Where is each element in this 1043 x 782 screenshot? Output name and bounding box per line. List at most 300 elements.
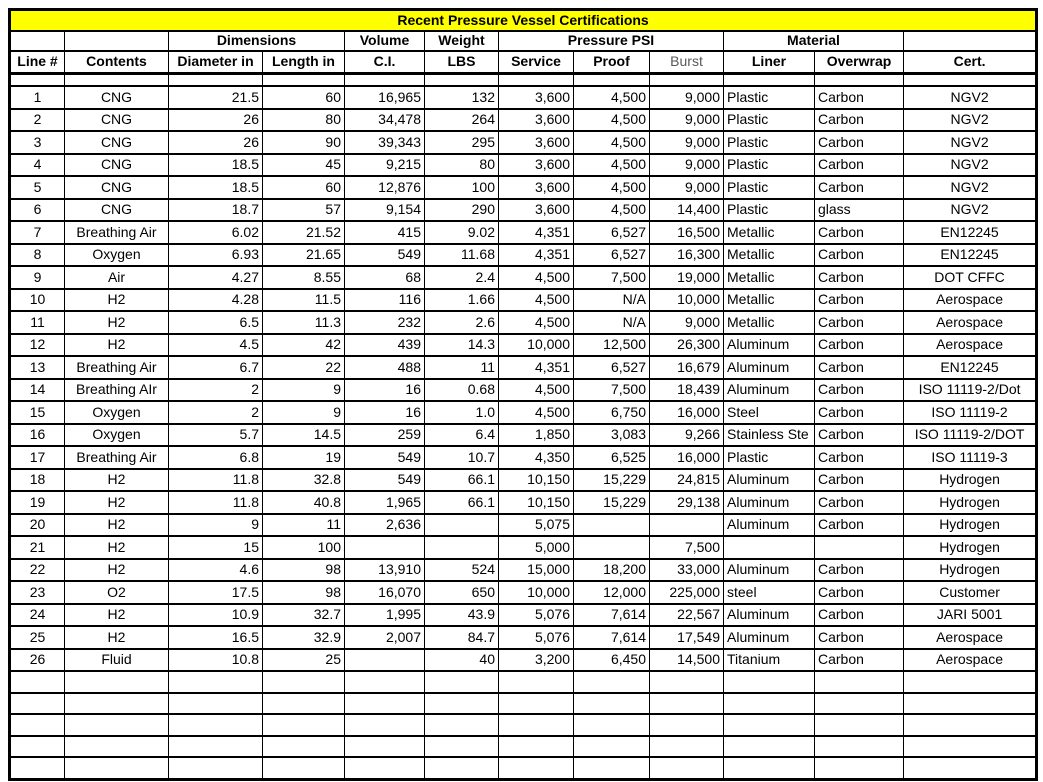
cell-overwrap: Carbon <box>815 626 904 649</box>
empty-cell <box>724 757 815 779</box>
empty-cell <box>815 693 904 715</box>
empty-cell <box>650 714 724 736</box>
cell-lbs: 295 <box>425 131 499 154</box>
cell-cert: NGV2 <box>904 199 1037 222</box>
cell-overwrap: Carbon <box>815 289 904 312</box>
empty-cell <box>345 693 425 715</box>
cell-diameter-in: 21.5 <box>169 86 263 109</box>
cell-c-i: 415 <box>345 221 425 244</box>
cell-service: 3,600 <box>499 176 574 199</box>
cell-cert: Hydrogen <box>904 536 1037 559</box>
cell-overwrap: Carbon <box>815 514 904 537</box>
cell-overwrap: Carbon <box>815 356 904 379</box>
cell-length-in: 60 <box>263 176 345 199</box>
cell-contents: H2 <box>65 559 169 582</box>
cell-contents: Oxygen <box>65 424 169 447</box>
cell-line: 11 <box>10 311 65 334</box>
cell-lbs: 0.68 <box>425 379 499 402</box>
cell-overwrap: Carbon <box>815 266 904 289</box>
cell-proof: 15,229 <box>574 469 650 492</box>
col-header-burst: Burst <box>650 51 724 74</box>
cell-length-in: 90 <box>263 131 345 154</box>
cell-burst: 33,000 <box>650 559 724 582</box>
empty-cell <box>65 757 169 779</box>
cell-service: 10,150 <box>499 469 574 492</box>
cell-c-i: 116 <box>345 289 425 312</box>
cell-diameter-in: 6.8 <box>169 446 263 469</box>
table-row <box>10 356 1037 379</box>
cell-length-in: 32.7 <box>263 604 345 627</box>
cell-line: 6 <box>10 199 65 222</box>
cell-service: 4,500 <box>499 289 574 312</box>
cell-diameter-in: 5.7 <box>169 424 263 447</box>
cell-lbs: 2.4 <box>425 266 499 289</box>
empty-cell <box>724 693 815 715</box>
cell-diameter-in: 15 <box>169 536 263 559</box>
cell-liner <box>724 536 815 559</box>
col-header-c-i: C.I. <box>345 51 425 74</box>
cell-liner: Steel <box>724 401 815 424</box>
cell-lbs: 84.7 <box>425 626 499 649</box>
spacer-cell <box>724 74 815 87</box>
cell-liner: Stainless Ste <box>724 424 815 447</box>
cell-lbs: 650 <box>425 581 499 604</box>
cell-proof: 3,083 <box>574 424 650 447</box>
cell-lbs: 66.1 <box>425 469 499 492</box>
cell-overwrap: Carbon <box>815 176 904 199</box>
cell-line: 19 <box>10 491 65 514</box>
cell-c-i: 1,965 <box>345 491 425 514</box>
cell-cert: Customer <box>904 581 1037 604</box>
empty-cell <box>904 714 1037 736</box>
cell-c-i: 39,343 <box>345 131 425 154</box>
cell-c-i: 549 <box>345 244 425 267</box>
cell-proof <box>574 514 650 537</box>
cell-contents: H2 <box>65 491 169 514</box>
cell-contents: Breathing Air <box>65 221 169 244</box>
cell-liner: Aluminum <box>724 334 815 357</box>
cell-contents: Oxygen <box>65 244 169 267</box>
pressure-vessel-table <box>8 8 1038 781</box>
empty-cell <box>574 714 650 736</box>
cell-proof: 6,750 <box>574 401 650 424</box>
cell-service: 5,000 <box>499 536 574 559</box>
spacer-cell <box>169 74 263 87</box>
cell-diameter-in: 26 <box>169 109 263 132</box>
cell-proof: N/A <box>574 311 650 334</box>
cell-line: 1 <box>10 86 65 109</box>
cell-length-in: 22 <box>263 356 345 379</box>
table-row <box>10 469 1037 492</box>
cell-service: 15,000 <box>499 559 574 582</box>
cell-burst: 16,500 <box>650 221 724 244</box>
cell-contents: CNG <box>65 154 169 177</box>
cell-proof: 4,500 <box>574 154 650 177</box>
cell-lbs: 40 <box>425 649 499 672</box>
cell-proof: 6,527 <box>574 221 650 244</box>
empty-cell <box>263 714 345 736</box>
cell-burst: 17,549 <box>650 626 724 649</box>
cell-burst: 225,000 <box>650 581 724 604</box>
table-row <box>10 536 1037 559</box>
cell-cert: NGV2 <box>904 86 1037 109</box>
cell-line: 15 <box>10 401 65 424</box>
cell-c-i: 232 <box>345 311 425 334</box>
empty-cell <box>499 757 574 779</box>
cell-service: 4,351 <box>499 221 574 244</box>
cell-lbs: 6.4 <box>425 424 499 447</box>
empty-cell <box>650 736 724 758</box>
cell-c-i: 68 <box>345 266 425 289</box>
table-title: Recent Pressure Vessel Certifications <box>10 10 1037 32</box>
cell-service: 3,600 <box>499 131 574 154</box>
table-row <box>10 289 1037 312</box>
table-row <box>10 491 1037 514</box>
table-row <box>10 334 1037 357</box>
cell-liner: Metallic <box>724 221 815 244</box>
cell-liner: Aluminum <box>724 469 815 492</box>
cell-length-in: 80 <box>263 109 345 132</box>
empty-cell <box>169 693 263 715</box>
col-header-contents: Contents <box>65 51 169 74</box>
table-row <box>10 266 1037 289</box>
cell-burst: 9,000 <box>650 311 724 334</box>
cell-lbs: 132 <box>425 86 499 109</box>
empty-cell <box>499 671 574 693</box>
empty-cell <box>574 671 650 693</box>
cell-c-i: 16 <box>345 401 425 424</box>
empty-cell <box>650 671 724 693</box>
cell-lbs <box>425 536 499 559</box>
cell-line: 20 <box>10 514 65 537</box>
table-row <box>10 581 1037 604</box>
empty-cell <box>263 757 345 779</box>
cell-proof: 4,500 <box>574 86 650 109</box>
cell-lbs: 524 <box>425 559 499 582</box>
cell-length-in: 98 <box>263 581 345 604</box>
cell-overwrap: Carbon <box>815 424 904 447</box>
cell-lbs: 80 <box>425 154 499 177</box>
cell-diameter-in: 11.8 <box>169 491 263 514</box>
cell-length-in: 42 <box>263 334 345 357</box>
col-header-liner: Liner <box>724 51 815 74</box>
cell-proof: 7,614 <box>574 626 650 649</box>
cell-service: 5,076 <box>499 626 574 649</box>
cell-line: 17 <box>10 446 65 469</box>
cell-diameter-in: 4.5 <box>169 334 263 357</box>
empty-cell <box>425 714 499 736</box>
cell-length-in: 60 <box>263 86 345 109</box>
cell-liner: Plastic <box>724 86 815 109</box>
empty-cell <box>10 736 65 758</box>
cell-lbs: 11.68 <box>425 244 499 267</box>
cell-liner: Aluminum <box>724 356 815 379</box>
empty-cell <box>169 714 263 736</box>
cell-contents: Breathing Air <box>65 446 169 469</box>
col-header-cert: Cert. <box>904 51 1037 74</box>
cell-cert: EN12245 <box>904 356 1037 379</box>
cell-contents: H2 <box>65 626 169 649</box>
cell-length-in: 21.52 <box>263 221 345 244</box>
empty-cell <box>904 693 1037 715</box>
cell-contents: Air <box>65 266 169 289</box>
table-row <box>10 649 1037 672</box>
cell-line: 23 <box>10 581 65 604</box>
cell-cert: NGV2 <box>904 131 1037 154</box>
cell-proof: 7,500 <box>574 266 650 289</box>
empty-cell <box>169 757 263 779</box>
empty-cell <box>904 671 1037 693</box>
cell-line: 7 <box>10 221 65 244</box>
cell-lbs: 290 <box>425 199 499 222</box>
cell-overwrap: Carbon <box>815 334 904 357</box>
empty-cell <box>574 757 650 779</box>
cell-diameter-in: 18.7 <box>169 199 263 222</box>
cell-diameter-in: 6.7 <box>169 356 263 379</box>
cell-lbs: 43.9 <box>425 604 499 627</box>
spreadsheet-region <box>8 8 1038 781</box>
empty-row <box>10 693 1037 715</box>
cell-lbs <box>425 514 499 537</box>
table-row <box>10 109 1037 132</box>
cell-line: 18 <box>10 469 65 492</box>
cell-cert: NGV2 <box>904 109 1037 132</box>
cell-burst: 16,000 <box>650 446 724 469</box>
cell-lbs: 14.3 <box>425 334 499 357</box>
col-header-proof: Proof <box>574 51 650 74</box>
cell-service: 5,076 <box>499 604 574 627</box>
empty-cell <box>904 757 1037 779</box>
cell-lbs: 11 <box>425 356 499 379</box>
cell-overwrap: Carbon <box>815 491 904 514</box>
cell-liner: Aluminum <box>724 604 815 627</box>
cell-overwrap: glass <box>815 199 904 222</box>
empty-cell <box>65 736 169 758</box>
table-row <box>10 311 1037 334</box>
empty-cell <box>815 757 904 779</box>
cell-overwrap: Carbon <box>815 86 904 109</box>
cell-liner: Metallic <box>724 289 815 312</box>
cell-overwrap: Carbon <box>815 131 904 154</box>
cell-diameter-in: 10.8 <box>169 649 263 672</box>
cell-contents: H2 <box>65 536 169 559</box>
cell-proof: N/A <box>574 289 650 312</box>
cell-line: 8 <box>10 244 65 267</box>
group-header-weight: Weight <box>425 31 499 51</box>
cell-line: 22 <box>10 559 65 582</box>
cell-burst: 10,000 <box>650 289 724 312</box>
cell-liner: Aluminum <box>724 626 815 649</box>
table-row <box>10 514 1037 537</box>
cell-proof: 12,000 <box>574 581 650 604</box>
cell-proof <box>574 536 650 559</box>
cell-overwrap: Carbon <box>815 559 904 582</box>
cell-liner: Aluminum <box>724 379 815 402</box>
group-header-dimensions: Dimensions <box>169 31 345 51</box>
cell-line: 16 <box>10 424 65 447</box>
cell-line: 14 <box>10 379 65 402</box>
cell-cert: Aerospace <box>904 334 1037 357</box>
group-header-spacer <box>904 31 1037 51</box>
cell-burst: 9,000 <box>650 86 724 109</box>
cell-contents: H2 <box>65 311 169 334</box>
cell-diameter-in: 10.9 <box>169 604 263 627</box>
cell-cert: NGV2 <box>904 176 1037 199</box>
table-row <box>10 604 1037 627</box>
cell-lbs: 264 <box>425 109 499 132</box>
cell-lbs: 9.02 <box>425 221 499 244</box>
cell-liner: Aluminum <box>724 514 815 537</box>
cell-burst: 16,679 <box>650 356 724 379</box>
cell-contents: Oxygen <box>65 401 169 424</box>
spacer-cell <box>10 74 65 87</box>
cell-length-in: 11 <box>263 514 345 537</box>
cell-overwrap: Carbon <box>815 379 904 402</box>
cell-contents: CNG <box>65 176 169 199</box>
cell-diameter-in: 11.8 <box>169 469 263 492</box>
cell-diameter-in: 18.5 <box>169 154 263 177</box>
cell-contents: H2 <box>65 469 169 492</box>
cell-contents: Fluid <box>65 649 169 672</box>
cell-liner: Plastic <box>724 109 815 132</box>
cell-diameter-in: 2 <box>169 379 263 402</box>
cell-liner: Plastic <box>724 176 815 199</box>
cell-line: 5 <box>10 176 65 199</box>
cell-liner: Aluminum <box>724 491 815 514</box>
cell-line: 10 <box>10 289 65 312</box>
cell-service: 4,351 <box>499 356 574 379</box>
cell-proof: 4,500 <box>574 176 650 199</box>
cell-cert: ISO 11119-2 <box>904 401 1037 424</box>
cell-lbs: 10.7 <box>425 446 499 469</box>
cell-length-in: 19 <box>263 446 345 469</box>
empty-cell <box>10 671 65 693</box>
spacer-cell <box>650 74 724 87</box>
cell-length-in: 11.5 <box>263 289 345 312</box>
empty-cell <box>345 714 425 736</box>
cell-contents: H2 <box>65 604 169 627</box>
cell-lbs: 1.0 <box>425 401 499 424</box>
cell-liner: Aluminum <box>724 559 815 582</box>
cell-c-i: 16,965 <box>345 86 425 109</box>
cell-liner: Metallic <box>724 244 815 267</box>
cell-diameter-in: 4.6 <box>169 559 263 582</box>
cell-service: 4,351 <box>499 244 574 267</box>
spacer-cell <box>263 74 345 87</box>
cell-c-i: 549 <box>345 469 425 492</box>
cell-line: 12 <box>10 334 65 357</box>
spacer-row <box>10 74 1037 87</box>
table-row <box>10 176 1037 199</box>
cell-overwrap <box>815 536 904 559</box>
cell-service: 4,500 <box>499 311 574 334</box>
cell-overwrap: Carbon <box>815 401 904 424</box>
empty-cell <box>724 714 815 736</box>
cell-burst: 14,400 <box>650 199 724 222</box>
cell-cert: Hydrogen <box>904 491 1037 514</box>
cell-contents: Breathing AIr <box>65 379 169 402</box>
table-row <box>10 154 1037 177</box>
cell-overwrap: Carbon <box>815 581 904 604</box>
cell-line: 26 <box>10 649 65 672</box>
cell-c-i: 488 <box>345 356 425 379</box>
cell-length-in: 25 <box>263 649 345 672</box>
empty-cell <box>65 671 169 693</box>
empty-cell <box>425 671 499 693</box>
cell-length-in: 21.65 <box>263 244 345 267</box>
table-row <box>10 424 1037 447</box>
cell-service: 3,600 <box>499 109 574 132</box>
cell-contents: O2 <box>65 581 169 604</box>
cell-cert: Aerospace <box>904 311 1037 334</box>
cell-lbs: 100 <box>425 176 499 199</box>
cell-service: 10,000 <box>499 334 574 357</box>
cell-contents: CNG <box>65 199 169 222</box>
cell-c-i: 549 <box>345 446 425 469</box>
cell-line: 21 <box>10 536 65 559</box>
cell-c-i: 259 <box>345 424 425 447</box>
group-header-spacer <box>65 31 169 51</box>
cell-proof: 6,525 <box>574 446 650 469</box>
cell-contents: H2 <box>65 289 169 312</box>
cell-diameter-in: 6.02 <box>169 221 263 244</box>
cell-proof: 15,229 <box>574 491 650 514</box>
cell-overwrap: Carbon <box>815 469 904 492</box>
cell-contents: CNG <box>65 109 169 132</box>
cell-line: 2 <box>10 109 65 132</box>
cell-diameter-in: 6.5 <box>169 311 263 334</box>
empty-cell <box>425 736 499 758</box>
cell-cert: Hydrogen <box>904 559 1037 582</box>
cell-length-in: 14.5 <box>263 424 345 447</box>
col-header-service: Service <box>499 51 574 74</box>
cell-line: 4 <box>10 154 65 177</box>
empty-cell <box>10 693 65 715</box>
cell-c-i: 16,070 <box>345 581 425 604</box>
cell-length-in: 11.3 <box>263 311 345 334</box>
cell-cert: EN12245 <box>904 221 1037 244</box>
cell-service: 4,350 <box>499 446 574 469</box>
col-header-diameter-in: Diameter in <box>169 51 263 74</box>
cell-service: 3,200 <box>499 649 574 672</box>
empty-cell <box>263 693 345 715</box>
cell-c-i: 9,154 <box>345 199 425 222</box>
cell-burst: 26,300 <box>650 334 724 357</box>
cell-length-in: 100 <box>263 536 345 559</box>
empty-cell <box>345 671 425 693</box>
empty-cell <box>169 671 263 693</box>
cell-length-in: 98 <box>263 559 345 582</box>
cell-diameter-in: 2 <box>169 401 263 424</box>
cell-liner: Plastic <box>724 199 815 222</box>
cell-lbs: 2.6 <box>425 311 499 334</box>
cell-cert: Hydrogen <box>904 469 1037 492</box>
cell-lbs: 66.1 <box>425 491 499 514</box>
group-header-row <box>10 31 1037 51</box>
cell-c-i: 9,215 <box>345 154 425 177</box>
col-header-lbs: LBS <box>425 51 499 74</box>
cell-length-in: 9 <box>263 379 345 402</box>
cell-burst: 24,815 <box>650 469 724 492</box>
cell-lbs: 1.66 <box>425 289 499 312</box>
empty-cell <box>65 714 169 736</box>
spacer-cell <box>499 74 574 87</box>
cell-line: 9 <box>10 266 65 289</box>
cell-diameter-in: 4.27 <box>169 266 263 289</box>
cell-length-in: 32.8 <box>263 469 345 492</box>
empty-cell <box>904 736 1037 758</box>
cell-burst: 18,439 <box>650 379 724 402</box>
